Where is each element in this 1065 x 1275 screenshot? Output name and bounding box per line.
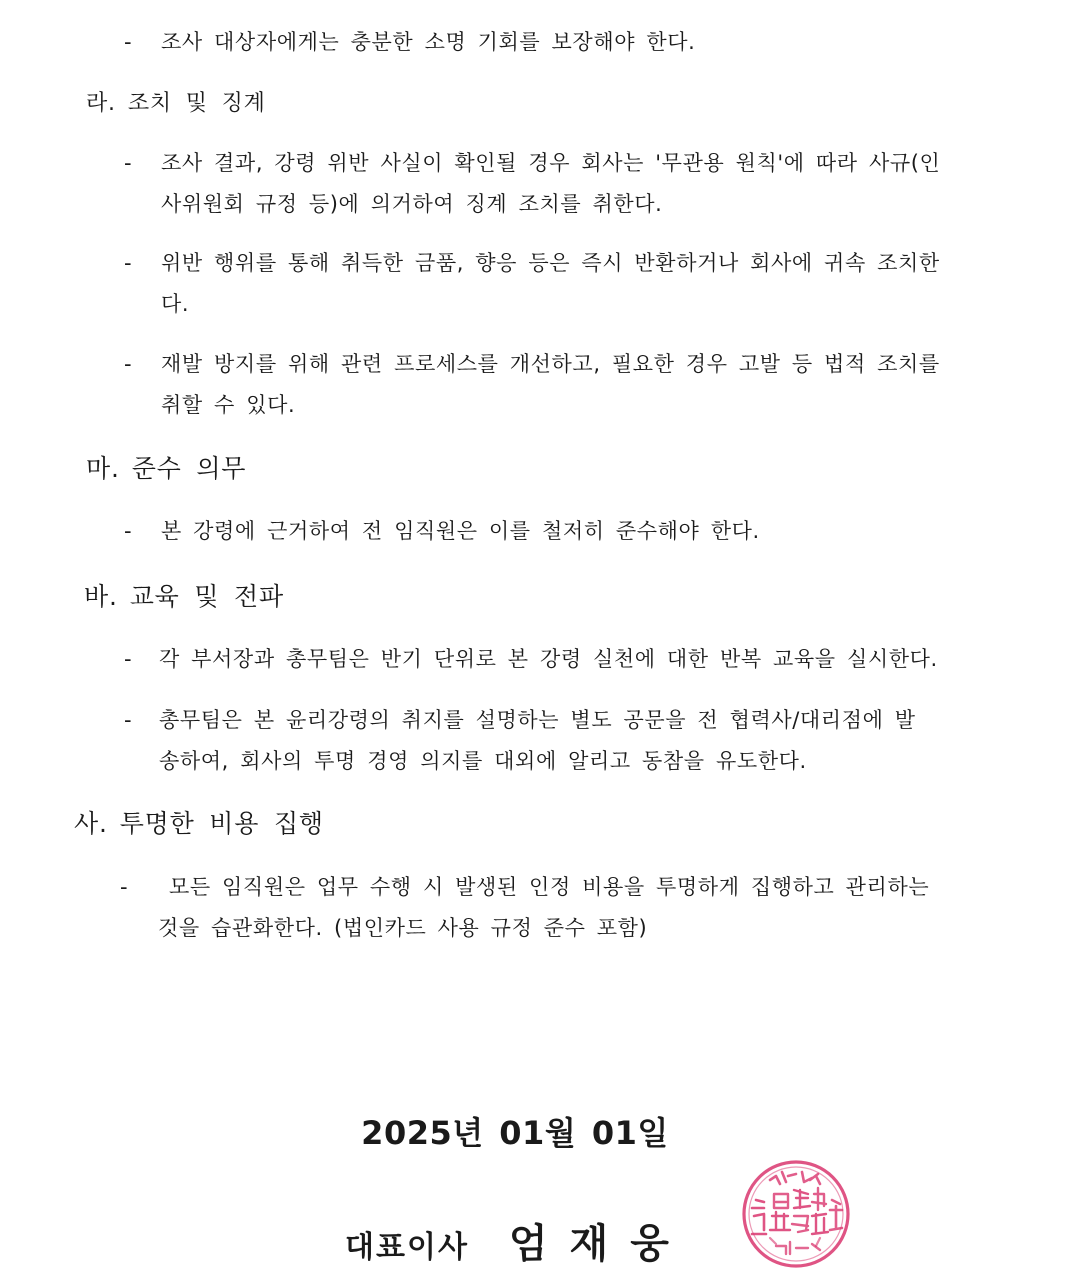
bullet-line: 위반 행위를 통해 취득한 금품, 향응 등은 즉시 반환하거나 회사에 귀속 조치한 [161, 251, 940, 275]
bullet-ra-1 [124, 143, 1024, 225]
bullet-dash: - [124, 251, 133, 275]
bullet-dash: - [124, 708, 133, 732]
bullet-sa-1 [120, 867, 1020, 949]
bullet-dash: - [124, 647, 133, 671]
signer-title: 대표이사 [345, 1230, 469, 1265]
bullet-line: 사위원회 규정 등)에 의거하여 징계 조치를 취한다. [161, 192, 663, 216]
bullet-ba-1 [124, 639, 1024, 680]
section-heading-sa [74, 804, 324, 844]
section-title: 교육 및 전파 [129, 582, 284, 611]
bullet-line: 총무팀은 본 윤리강령의 취지를 설명하는 별도 공문을 전 협력사/대리점에 발 [159, 708, 916, 732]
company-seal-icon [740, 1158, 852, 1270]
section-title: 조치 및 징계 [127, 91, 266, 116]
bullet-ra-3 [124, 344, 1024, 426]
signature-block [345, 1212, 691, 1269]
bullet-line: 조사 대상자에게는 충분한 소명 기회를 보장해야 한다. [161, 30, 696, 54]
bullet-line: 송하여, 회사의 투명 경영 의지를 대외에 알리고 동참을 유도한다. [159, 749, 807, 773]
document-date: 2025년 01월 01일 [361, 1114, 669, 1152]
signer-name: 엄재웅 [508, 1221, 691, 1267]
bullet-dash: - [124, 519, 133, 543]
bullet-line: 본 강령에 근거하여 전 임직원은 이를 철저히 준수해야 한다. [161, 519, 760, 543]
section-heading-ma [86, 449, 246, 489]
section-title: 준수 의무 [131, 454, 247, 483]
bullet-line: 각 부서장과 총무팀은 반기 단위로 본 강령 실천에 대한 반복 교육을 실시한다. [159, 647, 938, 671]
bullet-line: 취할 수 있다. [161, 393, 296, 417]
bullet-line: 조사 결과, 강령 위반 사실이 확인될 경우 회사는 '무관용 원칙'에 따라 사규(인 [161, 151, 941, 175]
section-title: 투명한 비용 집행 [119, 809, 324, 838]
section-number: 바. [84, 582, 118, 611]
section-heading-ra [86, 84, 266, 124]
bullet-line: 재발 방지를 위해 관련 프로세스를 개선하고, 필요한 경우 고발 등 법적 조치를 [161, 352, 940, 376]
bullet-line: 것을 습관화한다. (법인카드 사용 규정 준수 포함) [158, 916, 648, 940]
bullet-dash: - [124, 151, 133, 175]
bullet-line: 모든 임직원은 업무 수행 시 발생된 인정 비용을 투명하게 집행하고 관리하는 [169, 875, 930, 899]
bullet-dash: - [120, 875, 129, 899]
bullet-line: 다. [161, 292, 190, 316]
bullet-ma-1 [124, 511, 1024, 552]
section-number: 사. [74, 809, 108, 838]
bullet-ba-2 [124, 700, 1024, 782]
bullet-dash: - [124, 30, 133, 54]
bullet-intro [124, 22, 1024, 63]
section-number: 마. [86, 454, 120, 483]
bullet-ra-2 [124, 243, 1024, 325]
bullet-dash: - [124, 352, 133, 376]
section-number: 라. [86, 91, 116, 116]
section-heading-ba [84, 577, 284, 617]
